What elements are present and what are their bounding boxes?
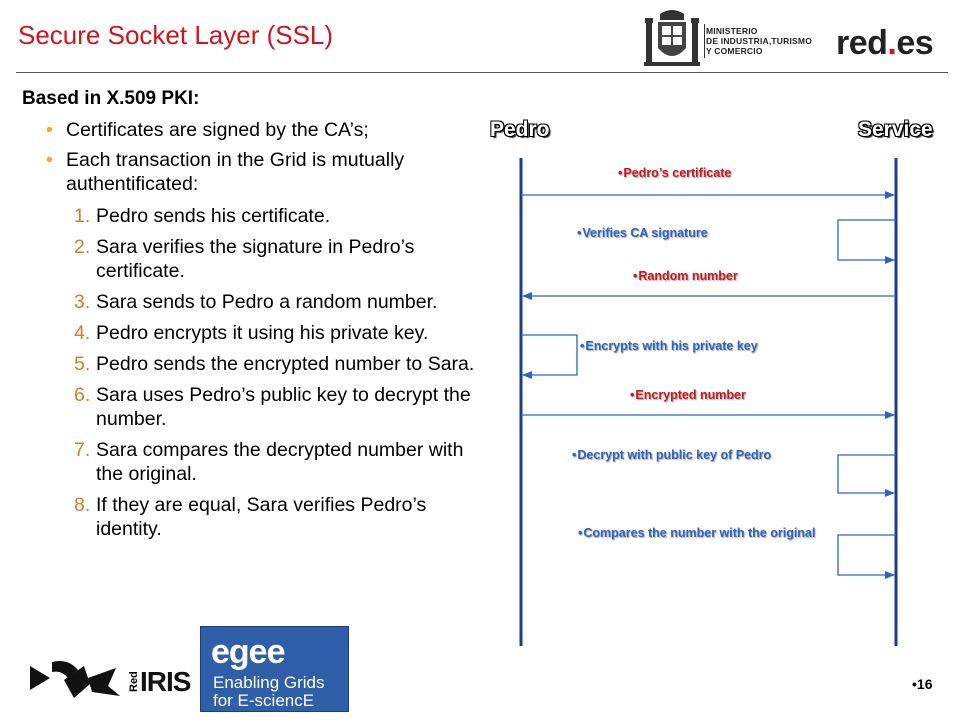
loop-compares [838, 535, 896, 575]
egee-logo [200, 626, 349, 712]
ministry-line: Y COMERCIO [706, 46, 763, 56]
step-text: Sara verifies the signature in Pedro’s certificate. [96, 236, 415, 282]
step-text: Sara compares the decrypted number with the original. [96, 439, 464, 485]
rediris-mark-icon [28, 656, 124, 706]
message-label [578, 526, 815, 540]
message-bullet-icon: • [633, 269, 638, 283]
page-bullet-icon: • [912, 676, 917, 692]
step-text: Pedro sends the encrypted number to Sara. [96, 353, 475, 375]
step-text: Pedro encrypts it using his private key. [96, 322, 429, 344]
message-bullet-icon: • [572, 448, 577, 462]
loop-verifies-ca [838, 220, 896, 260]
message-bullet-icon: • [578, 526, 583, 540]
message-text: Decrypt with public key of Pedro [577, 448, 772, 462]
egee-tagline-2: for E-sciencE [213, 691, 315, 710]
step-number: 6. [74, 384, 91, 406]
step-number: 5. [74, 353, 91, 375]
red-es-main: red [836, 24, 888, 62]
page-number [912, 676, 932, 692]
rediris-logo [28, 652, 198, 708]
message-label [630, 388, 746, 402]
step-text: Pedro sends his certificate. [96, 205, 331, 227]
egee-wordmark: egee [211, 633, 285, 671]
loop-decrypt [838, 455, 896, 493]
egee-tagline-1: Enabling Grids [213, 673, 325, 692]
red-es-end: es [896, 24, 934, 62]
bullet-item: • Each transaction in the Grid is mutually authentificated: [46, 148, 496, 196]
message-bullet-icon: • [630, 388, 635, 402]
message-label [618, 166, 731, 180]
step-text: If they are equal, Sara verifies Pedro’s identity. [96, 494, 427, 540]
message-text: Verifies CA signature [582, 226, 708, 240]
step-number: 2. [74, 236, 91, 258]
step-number: 7. [74, 439, 91, 461]
message-label [633, 269, 738, 283]
message-bullet-icon: • [577, 226, 582, 240]
step-number: 3. [74, 291, 91, 313]
step-text: Sara uses Pedro’s public key to decrypt the number. [96, 384, 471, 430]
message-text: Pedro’s certificate [623, 166, 732, 180]
message-label [577, 226, 708, 240]
lane-label-service: Service [858, 118, 933, 141]
loop-encrypts [521, 335, 577, 375]
step-text: Sara sends to Pedro a random number. [96, 291, 438, 313]
message-text: Encrypted number [635, 388, 746, 402]
section-heading: Based in X.509 PKI: [22, 88, 200, 109]
ministry-line: MINISTERIO [706, 26, 758, 36]
step-number: 4. [74, 322, 91, 344]
lane-label-pedro: Pedro [490, 118, 550, 141]
step-number: 1. [74, 205, 91, 227]
step-number: 8. [74, 494, 91, 516]
message-text: Compares the number with the original [583, 526, 816, 540]
message-text: Random number [638, 269, 738, 283]
page-number-text: 16 [916, 676, 933, 692]
message-text: Encrypts with his private key [585, 339, 758, 353]
message-label [580, 339, 758, 353]
bullet-item: • Certificates are signed by the CA’s; [46, 118, 496, 142]
rediris-main-text: IRIS [140, 666, 191, 697]
red-es-dot: . [887, 24, 897, 62]
message-label [572, 448, 771, 462]
slide-title: Secure Socket Layer (SSL) [18, 20, 334, 50]
message-bullet-icon: • [618, 166, 623, 180]
message-bullet-icon: • [580, 339, 585, 353]
rediris-small-text: Red [128, 671, 140, 692]
ministry-line: DE INDUSTRIA,TURISMO [706, 36, 812, 46]
